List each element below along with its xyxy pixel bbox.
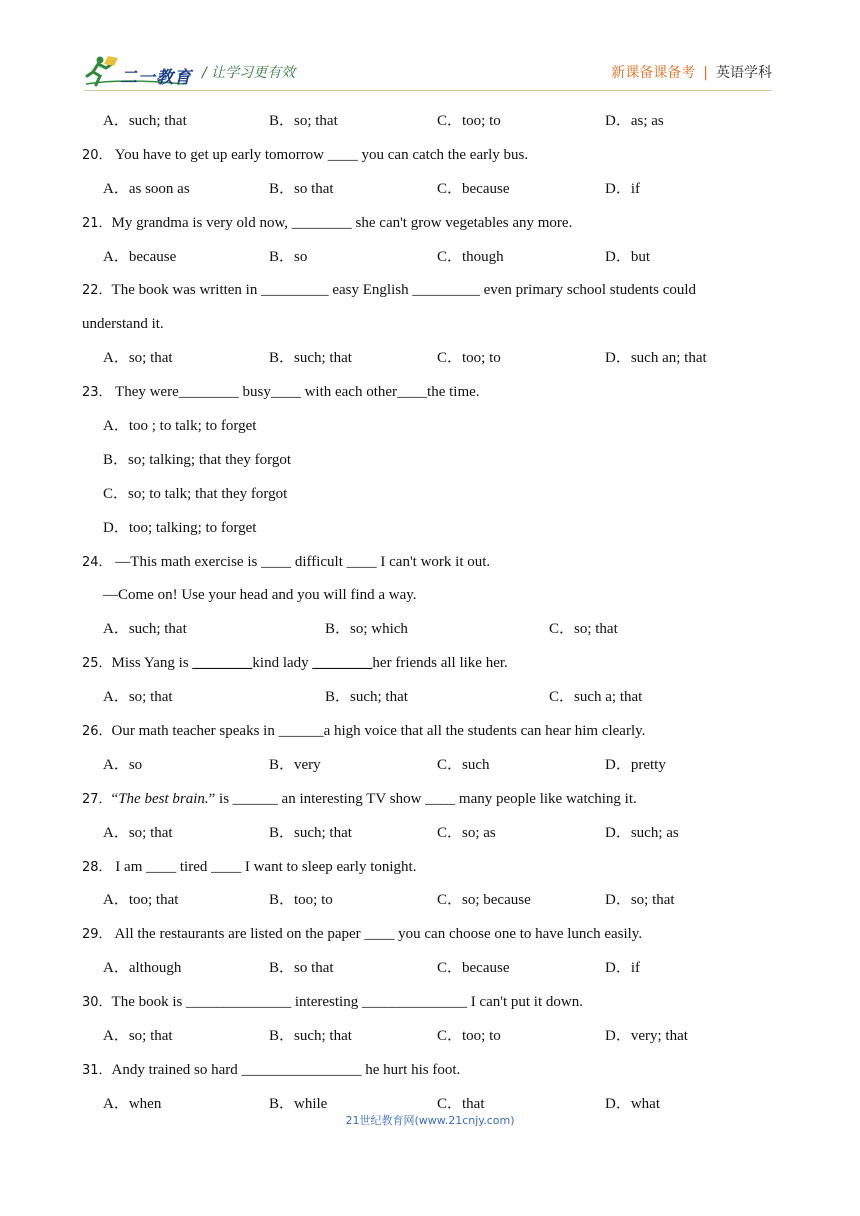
- option-b: B．too; to: [269, 892, 333, 909]
- question-20: [82, 139, 774, 173]
- option-c: C．too; to: [437, 1028, 501, 1045]
- option-a: A．such; that: [103, 113, 187, 129]
- option-b: B．very: [269, 756, 321, 773]
- page-header: [0, 0, 860, 100]
- option-c: C．because: [437, 960, 510, 977]
- question-number: 22．: [82, 283, 112, 299]
- option-d: D．if: [605, 960, 640, 977]
- option-b: B．so; talking; that they forgot: [103, 451, 292, 468]
- question-number: 20．: [82, 147, 112, 163]
- question-text: I am ____ tired ____ I want to sleep early tonight.: [111, 858, 417, 875]
- option-c: C．such: [437, 756, 490, 773]
- option-a: A．so; that: [103, 689, 173, 706]
- option-c: C．because: [437, 180, 510, 197]
- option-b: B．so that: [269, 960, 334, 977]
- question-number: 21．: [82, 215, 112, 231]
- option-c: C．so; because: [437, 892, 531, 909]
- question-text: —This math exercise is ____ difficult ____ I can't work it out.: [111, 553, 491, 570]
- option-d: D．such an; that: [605, 350, 707, 367]
- option-c: C．that: [437, 1095, 485, 1112]
- question-31: [82, 1054, 774, 1088]
- question-text-part: Miss Yang is: [111, 655, 193, 672]
- question-27: [82, 783, 774, 817]
- header-subject: [611, 62, 772, 82]
- question-number: 25．: [82, 656, 112, 672]
- option-b: B．such; that: [269, 350, 352, 367]
- option-b: B．such; that: [325, 689, 408, 706]
- header-main: 新课备课备考: [611, 65, 696, 81]
- option-b: B．such; that: [269, 824, 352, 841]
- option-b: B．such; that: [269, 1028, 352, 1045]
- option-a: A．when: [103, 1095, 162, 1112]
- question-list: [82, 105, 774, 1122]
- page-footer: 21世纪教育网(www.21cnjy.com): [345, 1114, 515, 1127]
- question-number: 27．: [82, 791, 112, 807]
- dialog-reply: —Come on! Use your head and you will find a way.: [103, 587, 417, 604]
- options-26: [82, 749, 774, 783]
- answer-blank: ________: [312, 655, 373, 672]
- option-d: D．but: [605, 248, 651, 265]
- question-28: [82, 851, 774, 885]
- options-29: [82, 952, 774, 986]
- show-title: The best brain.: [118, 790, 209, 807]
- question-text: The book was written in _________ easy English _________ even primary school students could: [111, 282, 697, 299]
- question-number: 29．: [82, 927, 112, 943]
- options-21: [82, 241, 774, 275]
- header-separator: |: [703, 65, 708, 81]
- option-d: D．as; as: [605, 113, 664, 129]
- option-a: A．so; that: [103, 1028, 173, 1045]
- question-text: Our math teacher speaks in ______a high voice that all the students can hear him clearly.: [111, 723, 646, 740]
- option-a: A．too ; to talk; to forget: [103, 418, 257, 435]
- question-number: 28．: [82, 859, 112, 875]
- question-text-part: her friends all like her.: [372, 655, 508, 672]
- option-d: D．if: [605, 180, 640, 197]
- option-b: B．while: [269, 1095, 328, 1112]
- option-a: A．so; that: [103, 824, 173, 841]
- option-a: A．so: [103, 756, 143, 773]
- question-text: You have to get up early tomorrow ____ you can catch the early bus.: [111, 146, 529, 163]
- option-c: C．too; to: [437, 113, 501, 129]
- options-19: [82, 105, 774, 139]
- question-text: My grandma is very old now, ________ she can't grow vegetables any more.: [111, 214, 573, 231]
- option-d: D．too; talking; to forget: [103, 519, 257, 536]
- question-number: 31．: [82, 1062, 112, 1078]
- open-quote: “: [111, 790, 119, 807]
- option-c: C．though: [437, 248, 504, 265]
- options-28: [82, 884, 774, 918]
- option-b: B．so: [269, 248, 308, 265]
- option-a: A．so; that: [103, 350, 173, 367]
- option-b: B．so; that: [269, 113, 338, 129]
- option-c: C．so; as: [437, 824, 496, 841]
- question-number: 23．: [82, 385, 112, 401]
- options-24: [82, 613, 774, 647]
- question-23: [82, 376, 774, 410]
- question-22: [82, 274, 774, 308]
- question-30: [82, 986, 774, 1020]
- option-c: C．such a; that: [549, 689, 643, 706]
- options-25: [82, 681, 774, 715]
- option-c: C．too; to: [437, 350, 501, 367]
- question-text-part: kind lady: [252, 655, 313, 672]
- question-number: 26．: [82, 724, 112, 740]
- question-22-continued: understand it.: [82, 316, 164, 333]
- option-a: A．although: [103, 960, 182, 977]
- question-text: ” is ______ an interesting TV show ____ many people like watching it.: [208, 790, 637, 807]
- option-a: A．because: [103, 248, 177, 265]
- question-26: [82, 715, 774, 749]
- question-21: [82, 207, 774, 241]
- option-a: A．as soon as: [103, 180, 190, 197]
- option-d: D．so; that: [605, 892, 675, 909]
- option-a: A．too; that: [103, 892, 179, 909]
- option-c: C．so; to talk; that they forgot: [103, 485, 288, 502]
- question-number: 24．: [82, 554, 112, 570]
- question-text: The book is ______________ interesting ______________ I can't put it down.: [111, 994, 583, 1011]
- options-22: [82, 342, 774, 376]
- options-27: [82, 817, 774, 851]
- options-30: [82, 1020, 774, 1054]
- slogan: / 让学习更有效: [202, 65, 296, 81]
- option-d: D．what: [605, 1095, 660, 1112]
- header-sub: 英语学科: [716, 65, 772, 81]
- option-d: D．very; that: [605, 1028, 688, 1045]
- question-29: [82, 918, 774, 952]
- answer-blank: ________: [192, 655, 253, 672]
- question-number: 30．: [82, 995, 112, 1011]
- option-b: B．so; which: [325, 621, 408, 638]
- question-24: [82, 546, 774, 580]
- logo-text: 二一教育: [120, 68, 192, 88]
- option-b: B．so that: [269, 180, 334, 197]
- question-text: Andy trained so hard ________________ he hurt his foot.: [111, 1061, 461, 1078]
- options-20: [82, 173, 774, 207]
- option-c: C．so; that: [549, 621, 618, 638]
- question-25: [82, 647, 774, 681]
- question-text: They were________ busy____ with each other____the time.: [111, 384, 480, 401]
- header-divider: [84, 90, 772, 91]
- option-d: D．such; as: [605, 824, 679, 841]
- option-a: A．such; that: [103, 621, 187, 638]
- question-text: All the restaurants are listed on the paper ____ you can choose one to have lunch easily.: [111, 926, 643, 943]
- option-d: D．pretty: [605, 756, 666, 773]
